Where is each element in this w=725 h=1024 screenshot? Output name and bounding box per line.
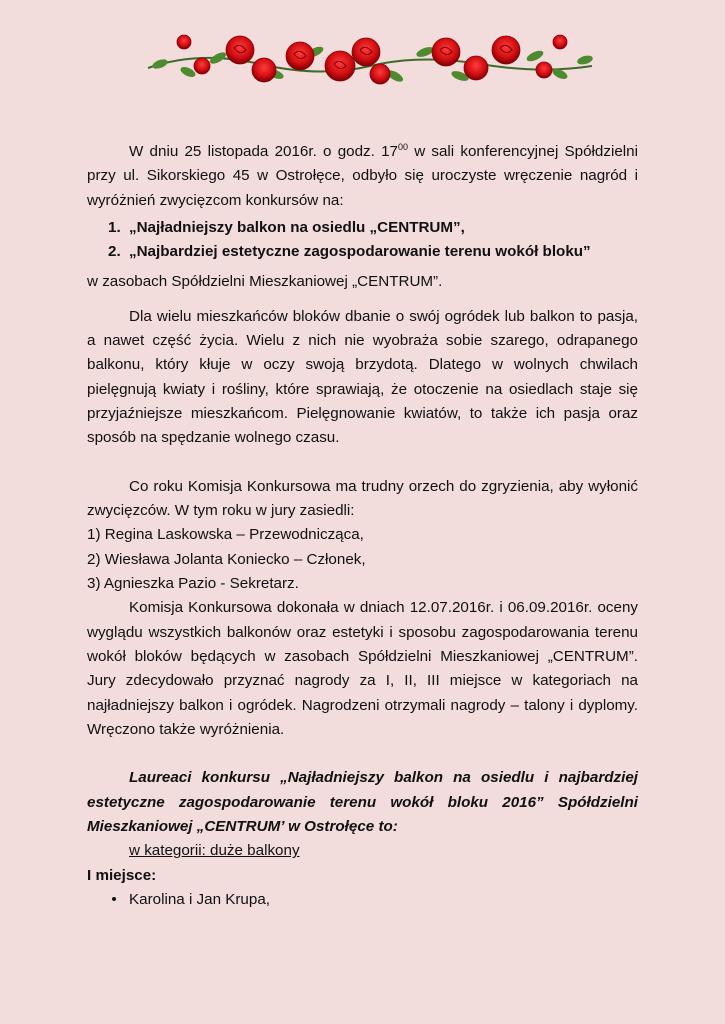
bullet-icon: • xyxy=(111,890,117,908)
contest-item: 1. „Najładniejszy balkon na osiedlu „CENTRUM”, xyxy=(108,218,465,236)
contests-list xyxy=(87,216,638,265)
place-heading: I miejsce: xyxy=(87,866,157,884)
paragraph-commission: Co roku Komisja Konkursowa ma trudny orzech do zgryzienia, aby wyłonić zwycięzców. W tym roku w jury zasiedli: xyxy=(87,477,638,520)
contest-item: 2. „Najbardziej estetyczne zagospodarowanie terenu wokół bloku” xyxy=(108,243,591,261)
jury-member: 1) Regina Laskowska – Przewodnicząca, xyxy=(87,526,364,544)
jury-member: 3) Agnieszka Pazio - Sekretarz. xyxy=(87,575,299,593)
roses-garland-decoration xyxy=(140,30,600,92)
winner-item: • Karolina i Jan Krupa, xyxy=(87,888,638,912)
jury-member: 2) Wiesława Jolanta Koniecko – Członek, xyxy=(87,550,366,568)
category-label: w kategorii: duże balkony xyxy=(129,842,300,860)
winners-list xyxy=(87,888,638,912)
resources-line: w zasobach Spółdzielni Mieszkaniowej „CENTRUM”. xyxy=(87,273,443,291)
document-body xyxy=(87,140,638,912)
paragraph-evaluation: Komisja Konkursowa dokonała w dniach 12.07.2016r. i 06.09.2016r. oceny wyglądu wszystkich balkonów oraz estetyki i sposobu zagospodarowania terenu wokół bloków będących w zasobach Spółdzielni Mieszkaniowej „CENTRUM”. Jury zdecydowało przyznać nagrody za I, II, III miejsce w kategoriach na najładniejszy balkon i ogródek. Nagrodzeni otrzymali nagrody – talony i dyplomy. Wręczono także wyróżnienia. xyxy=(87,599,638,738)
time-superscript: 00 xyxy=(397,142,408,152)
laureates-heading: Laureaci konkursu „Najładniejszy balkon na osiedlu i najbardziej estetyczne zagospodarowanie terenu wokół bloku 2016” Spółdzielni Mieszkaniowej „CENTRUM’ w Ostrołęce to: xyxy=(87,769,638,836)
paragraph-hobby: Dla wielu mieszkańców bloków dbanie o swój ogródek lub balkon to pasja, a nawet część życia. Wielu z nich nie wyobraża sobie szarego, odrapanego balkonu, który kłuje w oczy swoją brzydotą. Dlatego w wolnych chwilach pielęgnują kwiaty i rośliny, które sprawiają, że otoczenie na osiedlach staje się przyjaźniejsze mieszkańcom. Pielęgnowanie kwiatów, to także ich pasja oraz sposób na spędzanie wolnego czasu. xyxy=(87,307,638,447)
intro-paragraph: W dniu 25 listopada 2016r. o godz. $17^{00}$ w sali konferencyjnej Spółdzielni przy ul. Sikorskiego 45 w Ostrołęce, odbyło się uroczyste wręczenie nagród i wyróżnień zwycięzcom konkursów na: xyxy=(87,142,638,209)
